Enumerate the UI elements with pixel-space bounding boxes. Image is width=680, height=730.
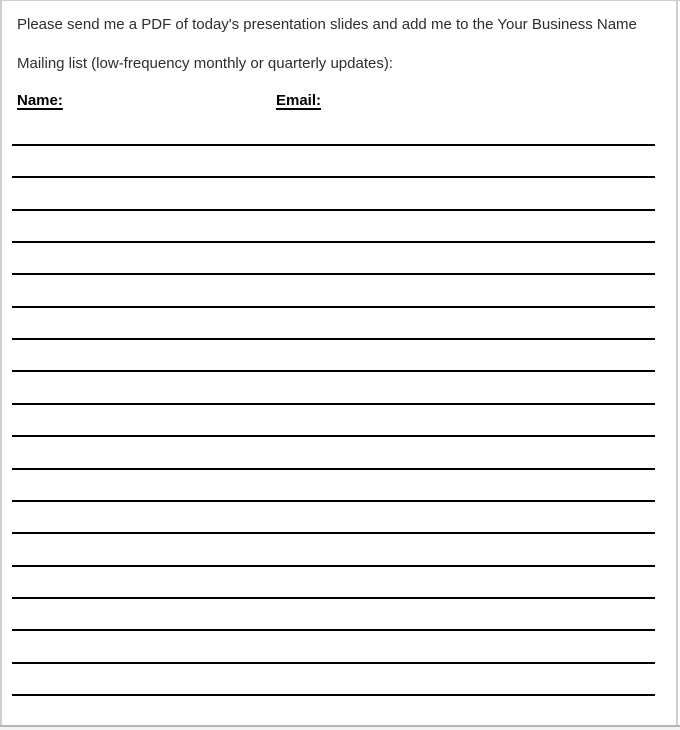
name-column-header: Name: [17, 92, 63, 109]
frame-right-border [676, 0, 678, 727]
entry-line [12, 273, 655, 275]
entry-line [12, 209, 655, 211]
entry-line [12, 338, 655, 340]
entry-line [12, 306, 655, 308]
frame-left-border [0, 0, 2, 727]
entry-line [12, 241, 655, 243]
entry-line [12, 468, 655, 470]
entry-line [12, 532, 655, 534]
entry-line [12, 144, 655, 146]
entry-line [12, 500, 655, 502]
intro-line-1: Please send me a PDF of today's presentation slides and add me to the Your Business Name [17, 16, 637, 33]
entry-line [12, 597, 655, 599]
email-column-header: Email: [276, 92, 322, 109]
frame-top-border [0, 0, 680, 1]
intro-line-2: Mailing list (low-frequency monthly or quarterly updates): [17, 55, 393, 72]
entry-line [12, 370, 655, 372]
entry-line [12, 565, 655, 567]
entry-line [12, 435, 655, 437]
entry-line [12, 629, 655, 631]
entry-line [12, 662, 655, 664]
frame-bottom-border [0, 725, 680, 727]
entry-line [12, 176, 655, 178]
entry-line [12, 694, 655, 696]
entry-line [12, 403, 655, 405]
